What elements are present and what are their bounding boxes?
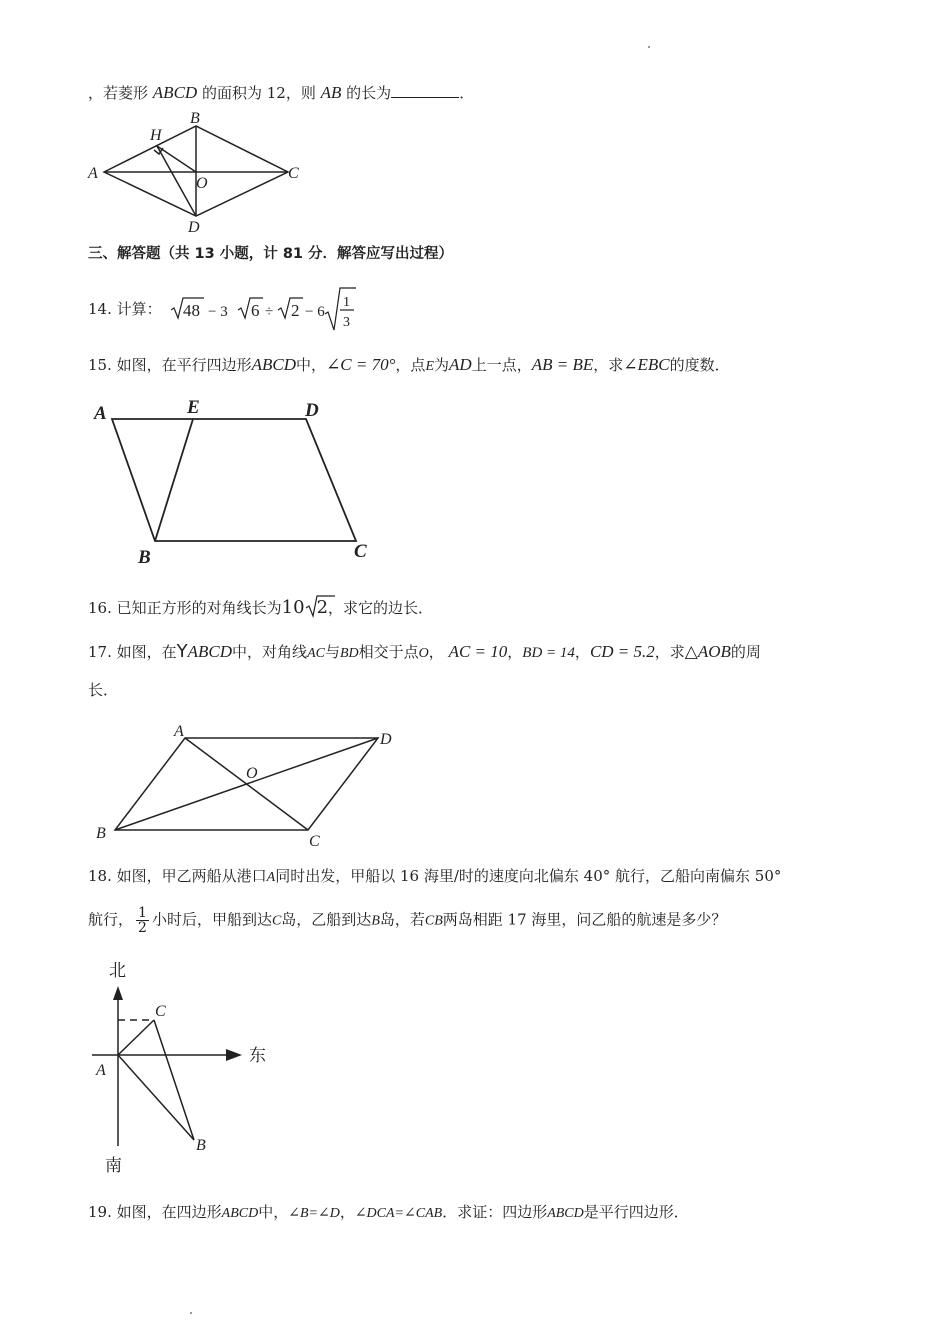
q14-divide: ÷ xyxy=(265,304,274,320)
q19-text-c: ．求证：四边形 xyxy=(442,1203,548,1221)
page-dot-bottom xyxy=(190,1312,192,1314)
q15-shape: ABCD xyxy=(251,355,297,374)
q18-direction-figure xyxy=(88,956,288,1178)
q18-number: 18. xyxy=(88,867,112,885)
label-east: 东 xyxy=(249,1046,266,1066)
parallelogram-symbol: Y xyxy=(176,641,188,662)
q18-line2-e: 两岛相距 17 海里，问乙船的航速是多少？ xyxy=(442,910,727,929)
answer-blank[interactable] xyxy=(391,83,459,98)
q18-line2-c: 岛，乙船到达 xyxy=(281,910,372,929)
q16-coef: 10 xyxy=(281,597,305,618)
q17-shape: ABCD xyxy=(187,642,233,661)
q17-ac: AC xyxy=(307,646,325,661)
label-north: 北 xyxy=(109,961,126,981)
label-south: 南 xyxy=(105,1156,122,1176)
q18-text-b: 同时出发，甲船以 16 海里/时的速度向北偏东 40° 航行，乙船向南偏东 50° xyxy=(275,867,782,885)
q15 xyxy=(88,355,730,377)
q16-number: 16. xyxy=(88,599,112,617)
q13-end: ． xyxy=(459,84,475,102)
label-B: B xyxy=(138,547,151,568)
q17-text-e: ， xyxy=(428,643,444,661)
q19-text-d: 是平行四边形． xyxy=(583,1203,689,1221)
q16-radicand: 2 xyxy=(316,597,329,618)
q16-text-b: ，求它的边长． xyxy=(328,599,434,617)
label-D: D xyxy=(380,731,392,748)
q18-line2-d: 岛，若 xyxy=(379,910,425,929)
q19-number: 19. xyxy=(88,1203,112,1221)
q19-text-a: 如图，在四边形 xyxy=(116,1203,222,1221)
label-A: A xyxy=(94,403,107,424)
q16-text-a: 已知正方形的对角线长为 xyxy=(116,599,282,617)
q17-sep2: ， xyxy=(574,643,590,661)
label-H: H xyxy=(150,127,162,144)
frac-num: 1 xyxy=(138,905,147,921)
q14-frac-den: 3 xyxy=(343,315,350,330)
q19-cond2: ∠DCA=∠CAB xyxy=(354,1206,443,1221)
q18-b: B xyxy=(371,913,380,929)
q17-line2: 长． xyxy=(88,681,119,699)
q18 xyxy=(88,866,781,888)
label-C: C xyxy=(288,165,299,182)
q17-eq-ac: AC = 10 xyxy=(448,642,508,661)
q15-point-e: E xyxy=(425,359,434,374)
q15-text-e: 上一点， xyxy=(471,356,532,374)
q14-minus-3: − 3 xyxy=(208,304,228,320)
radical-sign xyxy=(305,594,337,620)
q17-o: O xyxy=(418,646,429,661)
q14-radicand-6: 6 xyxy=(251,301,260,320)
q18-c: C xyxy=(271,913,282,929)
q13-seg: AB xyxy=(320,83,342,102)
q15-seg: AD xyxy=(449,355,472,374)
q17-triangle: △AOB xyxy=(684,642,731,661)
label-B: B xyxy=(96,825,106,842)
q17-text-a: 如图，在 xyxy=(116,643,177,661)
q17-text-g: 的周 xyxy=(730,643,761,661)
q19-text-b: 中， xyxy=(258,1203,289,1221)
label-A: A xyxy=(96,1062,106,1079)
q15-angle: ∠C = 70° xyxy=(326,355,396,374)
q17-number: 17. xyxy=(88,643,112,661)
q15-number: 15. xyxy=(88,356,112,374)
q14-minus-6: − 6 xyxy=(305,304,325,320)
label-C: C xyxy=(155,1003,166,1020)
q18-line2 xyxy=(88,906,726,940)
label-B: B xyxy=(196,1137,206,1154)
q13-mid: 的面积为 12，则 xyxy=(201,84,316,102)
q17-text-f: ，求 xyxy=(654,643,685,661)
q17-bd: BD xyxy=(339,646,359,661)
q17-eq-bd: BD = 14 xyxy=(522,645,575,661)
q18-fraction xyxy=(136,906,149,935)
q17 xyxy=(88,642,761,664)
label-A: A xyxy=(174,723,184,740)
q15-text-g: 的度数． xyxy=(669,356,730,374)
q15-target: ∠EBC xyxy=(623,355,670,374)
q15-eq: AB = BE xyxy=(531,355,594,374)
q17-sep1: ， xyxy=(507,643,523,661)
label-C: C xyxy=(354,541,367,562)
label-E: E xyxy=(187,397,200,418)
q14 xyxy=(88,299,162,319)
section-3-title: 三、解答题（共 13 小题，计 81 分．解答应写出过程） xyxy=(88,246,454,262)
label-A: A xyxy=(88,165,98,182)
q17-eq-cd: CD = 5.2 xyxy=(589,642,655,661)
q15-text-b: 中， xyxy=(296,356,327,374)
page-dot-top xyxy=(648,46,650,48)
q17-parallelogram-figure xyxy=(90,718,410,854)
q15-text-a: 如图，在平行四边形 xyxy=(116,356,252,374)
q13-suffix: 的长为 xyxy=(346,84,392,102)
label-B: B xyxy=(190,110,200,127)
q18-line2-b: 小时后，甲船到达 xyxy=(151,910,272,929)
label-D: D xyxy=(305,400,319,421)
q13-rhombus-figure xyxy=(80,108,320,236)
q18-line2-a: 航行， xyxy=(88,910,134,929)
q19-sep: ， xyxy=(339,1203,355,1221)
q15-text-d: 为 xyxy=(434,356,450,374)
q14-label: 计算： xyxy=(116,300,162,318)
frac-den: 2 xyxy=(138,920,147,936)
q14-frac-num: 1 xyxy=(343,295,350,310)
q14-radicand-48: 48 xyxy=(183,301,200,320)
q13-prefix: ，若菱形 xyxy=(88,84,149,102)
q19 xyxy=(88,1202,689,1224)
q16 xyxy=(88,598,433,618)
q18-a: A xyxy=(266,870,276,885)
q18-cb: CB xyxy=(424,913,443,929)
q19-shape: ABCD xyxy=(221,1206,259,1221)
q19-shape2: ABCD xyxy=(547,1206,584,1221)
q18-text-a: 如图，甲乙两船从港口 xyxy=(116,867,267,885)
q13-text xyxy=(88,83,474,103)
q19-cond1: ∠B=∠D xyxy=(288,1206,340,1221)
q13-shape: ABCD xyxy=(152,83,198,102)
q15-text-f: ，求 xyxy=(593,356,624,374)
q14-number: 14. xyxy=(88,300,112,318)
q15-text-c: ，点 xyxy=(395,356,426,374)
q17-text-b: 中，对角线 xyxy=(232,643,308,661)
label-O: O xyxy=(246,765,258,782)
label-O: O xyxy=(196,175,208,192)
q15-parallelogram-figure xyxy=(90,395,380,575)
label-D: D xyxy=(188,219,200,236)
label-C: C xyxy=(309,833,320,850)
q14-radicand-2: 2 xyxy=(291,301,300,320)
q17-text-c: 与 xyxy=(324,643,340,661)
q14-expression xyxy=(168,284,368,336)
q17-text-d: 相交于点 xyxy=(358,643,419,661)
